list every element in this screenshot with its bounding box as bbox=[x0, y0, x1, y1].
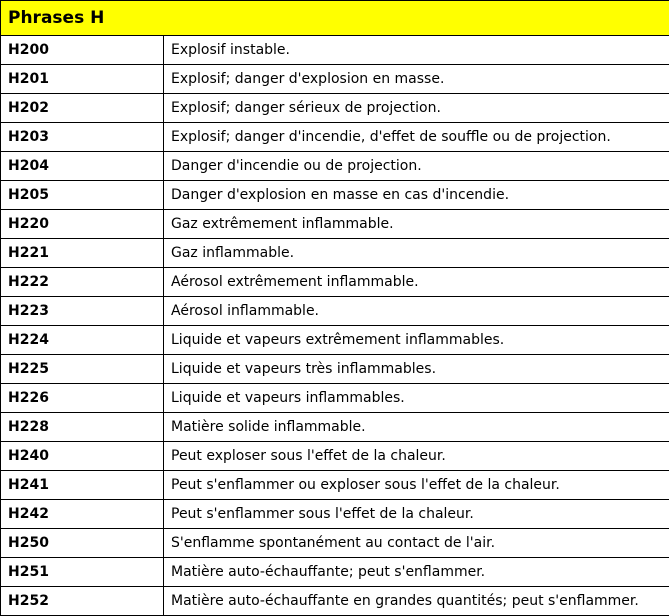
hazard-statement: Matière auto-échauffante; peut s'enflammer. bbox=[164, 558, 669, 587]
hazard-statement: Explosif; danger sérieux de projection. bbox=[164, 94, 669, 123]
hazard-statement: Gaz inflammable. bbox=[164, 239, 669, 268]
table-row bbox=[1, 384, 669, 413]
hazard-code: H220 bbox=[1, 210, 164, 239]
table-row bbox=[1, 413, 669, 442]
table-title: Phrases H bbox=[1, 1, 669, 36]
table-row bbox=[1, 529, 669, 558]
hazard-statement: Danger d'explosion en masse en cas d'incendie. bbox=[164, 181, 669, 210]
table-row bbox=[1, 500, 669, 529]
hazard-code: H228 bbox=[1, 413, 164, 442]
table-row bbox=[1, 123, 669, 152]
hazard-code: H241 bbox=[1, 471, 164, 500]
hazard-statement: Danger d'incendie ou de projection. bbox=[164, 152, 669, 181]
table-row bbox=[1, 297, 669, 326]
hazard-code: H240 bbox=[1, 442, 164, 471]
hazard-statement: Peut s'enflammer sous l'effet de la chaleur. bbox=[164, 500, 669, 529]
hazard-statement: Explosif; danger d'incendie, d'effet de souffle ou de projection. bbox=[164, 123, 669, 152]
table-row bbox=[1, 355, 669, 384]
table-row bbox=[1, 65, 669, 94]
hazard-code: H204 bbox=[1, 152, 164, 181]
hazard-statement: Liquide et vapeurs extrêmement inflammables. bbox=[164, 326, 669, 355]
hazard-code: H226 bbox=[1, 384, 164, 413]
hazard-code: H252 bbox=[1, 587, 164, 616]
table-row bbox=[1, 587, 669, 616]
table-row bbox=[1, 558, 669, 587]
table-row bbox=[1, 326, 669, 355]
hazard-code: H221 bbox=[1, 239, 164, 268]
hazard-statement: Aérosol inflammable. bbox=[164, 297, 669, 326]
hazard-code: H223 bbox=[1, 297, 164, 326]
hazard-statement: Liquide et vapeurs inflammables. bbox=[164, 384, 669, 413]
hazard-statement: Peut exploser sous l'effet de la chaleur. bbox=[164, 442, 669, 471]
table-body bbox=[1, 36, 669, 616]
hazard-code: H203 bbox=[1, 123, 164, 152]
hazard-code: H222 bbox=[1, 268, 164, 297]
hazard-code: H224 bbox=[1, 326, 164, 355]
hazard-code: H202 bbox=[1, 94, 164, 123]
hazard-code: H225 bbox=[1, 355, 164, 384]
hazard-code: H200 bbox=[1, 36, 164, 65]
hazard-statement: Matière solide inflammable. bbox=[164, 413, 669, 442]
hazard-statement: Explosif instable. bbox=[164, 36, 669, 65]
hazard-code: H242 bbox=[1, 500, 164, 529]
hazard-statement: Gaz extrêmement inflammable. bbox=[164, 210, 669, 239]
table-row bbox=[1, 36, 669, 65]
hazard-statement: Explosif; danger d'explosion en masse. bbox=[164, 65, 669, 94]
hazard-code: H251 bbox=[1, 558, 164, 587]
table-row bbox=[1, 181, 669, 210]
hazard-statement: Aérosol extrêmement inflammable. bbox=[164, 268, 669, 297]
hazard-code: H250 bbox=[1, 529, 164, 558]
table-row bbox=[1, 268, 669, 297]
hazard-statement: Liquide et vapeurs très inflammables. bbox=[164, 355, 669, 384]
table-row bbox=[1, 471, 669, 500]
hazard-statement: S'enflamme spontanément au contact de l'air. bbox=[164, 529, 669, 558]
table-row bbox=[1, 442, 669, 471]
hazard-statement: Peut s'enflammer ou exploser sous l'effet de la chaleur. bbox=[164, 471, 669, 500]
table-row bbox=[1, 94, 669, 123]
hazard-statement: Matière auto-échauffante en grandes quantités; peut s'enflammer. bbox=[164, 587, 669, 616]
table-row bbox=[1, 210, 669, 239]
table-header-row bbox=[1, 1, 669, 36]
table-row bbox=[1, 239, 669, 268]
table-row bbox=[1, 152, 669, 181]
hazard-code: H201 bbox=[1, 65, 164, 94]
hazard-code: H205 bbox=[1, 181, 164, 210]
